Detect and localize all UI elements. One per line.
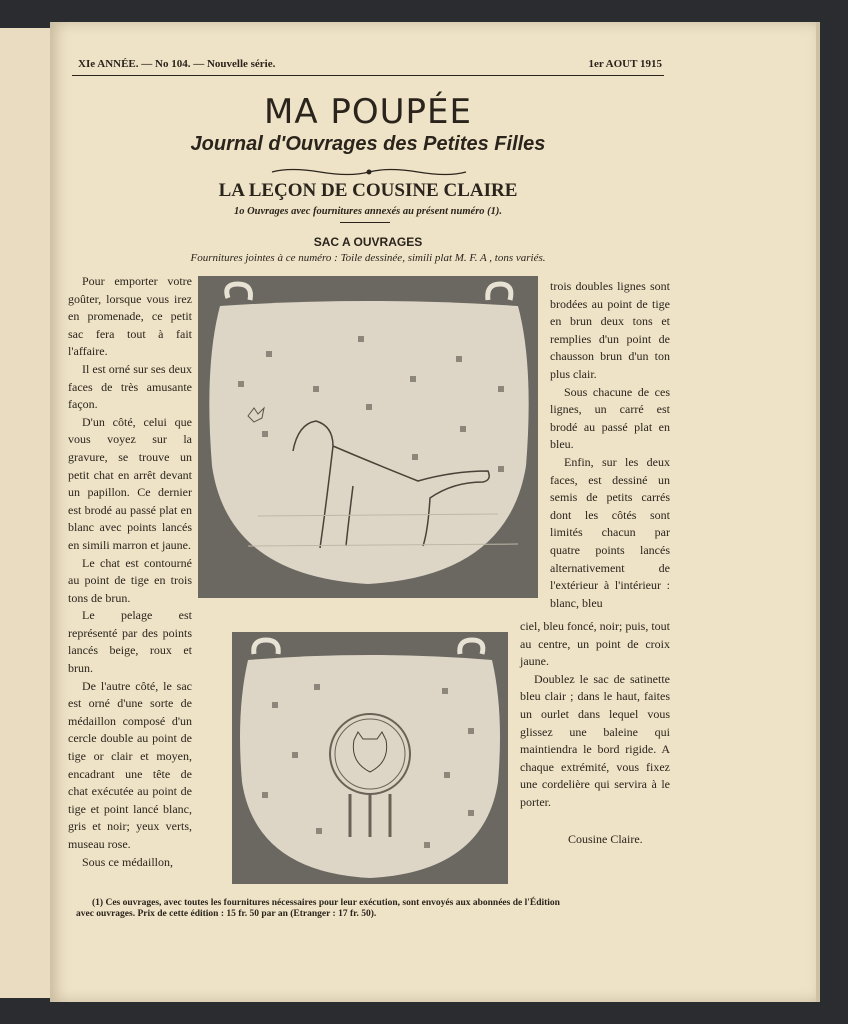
paragraph: Sous chacune de ces lignes, un carré est brodé au passé plat en bleu. — [550, 384, 670, 452]
footnote-line: avec ouvrages. Prix de cette édition : 15 fr. 50 par an (Etranger : 17 fr. 50). — [76, 909, 377, 919]
paragraph: Il est orné sur ses deux faces de très amusante façon. — [68, 361, 192, 412]
issue-number: XIe ANNÉE. — No 104. — Nouvelle série. — [78, 58, 276, 70]
paragraph: Enfin, sur les deux faces, est dessiné un semis de petits carrés dont les côtés sont limités chacun par quatre points lancés alternativement de l'extérieur à l'intérieur : blanc, bleu — [550, 454, 670, 610]
bag-photo-cat-side — [198, 276, 538, 598]
right-column-top — [550, 278, 670, 612]
lesson-title: LA LEÇON DE COUSINE CLAIRE — [218, 180, 518, 201]
paragraph: ciel, bleu foncé, noir; puis, tout au centre, un point de croix jaune. — [520, 619, 670, 669]
paragraph: D'un côté, celui que vous voyez sur la gravure, se trouve un petit chat en arrêt devant un papillon. Ce dernier est brodé au passé plat en blanc avec points lancés en simili marron et jaune. — [68, 414, 192, 552]
header-rule — [72, 75, 664, 76]
paragraph: Doublez le sac de satinette bleu clair ; dans le haut, faites un ourlet dans lequel vous glissez une baleine qui maintiendra le bord rigide. A chaque extrémité, vous fixez une cordelière qui servira à le porter. — [520, 671, 670, 809]
paragraph: Pour emporter votre goûter, lorsque vous irez en promenade, ce petit sac fera tout à fait l'affaire. — [68, 274, 192, 359]
supplies-line: Fournitures jointes à ce numéro : Toile dessinée, simili plat M. F. A , tons variés. — [190, 252, 546, 264]
page-edge-right — [816, 22, 820, 1002]
journal-title: MA POUPÉE — [263, 92, 473, 132]
signature: Cousine Claire. — [568, 832, 643, 846]
journal-subtitle: Journal d'Ouvrages des Petites Filles — [190, 133, 546, 155]
issue-header — [72, 58, 664, 72]
small-divider — [340, 222, 390, 223]
issue-date: 1er AOUT 1915 — [588, 58, 662, 70]
paragraph: Le chat est contourné au point de tige en trois tons de brun. — [68, 555, 192, 605]
paragraph: Sous ce médaillon, — [82, 854, 173, 869]
paragraph: Le pelage est représenté par des points lancés beige, roux et brun. — [68, 608, 192, 676]
right-column-bottom — [520, 618, 670, 812]
paragraph: trois doubles lignes sont brodées au point de tige en brun deux tons et remplies d'un point de chausson brun d'un ton plus clair. — [550, 279, 670, 381]
footnote — [76, 898, 676, 920]
left-column — [68, 273, 192, 871]
previous-page-edge — [0, 28, 52, 998]
ornament-divider — [270, 166, 468, 178]
bag-photo-medallion-side — [232, 632, 508, 884]
footnote-line: (1) Ces ouvrages, avec toutes les fournitures nécessaires pour leur exécution, sont envoyés aux abonnées de l'Édition — [92, 898, 560, 908]
cat-bag-illustration — [198, 276, 538, 598]
medallion-bag-illustration — [232, 632, 508, 884]
lesson-subtitle: 1o Ouvrages avec fournitures annexés au présent numéro (1). — [233, 206, 503, 217]
article-title: SAC A OUVRAGES — [313, 235, 423, 249]
paragraph: De l'autre côté, le sac est orné d'une sorte de médaillon composé d'un cercle double au point de tige or clair et moyen, encadrant une tête de chat exécutée au point de tige et point lancé blanc, gris et noir; yeux verts, museau rose. — [68, 678, 192, 851]
